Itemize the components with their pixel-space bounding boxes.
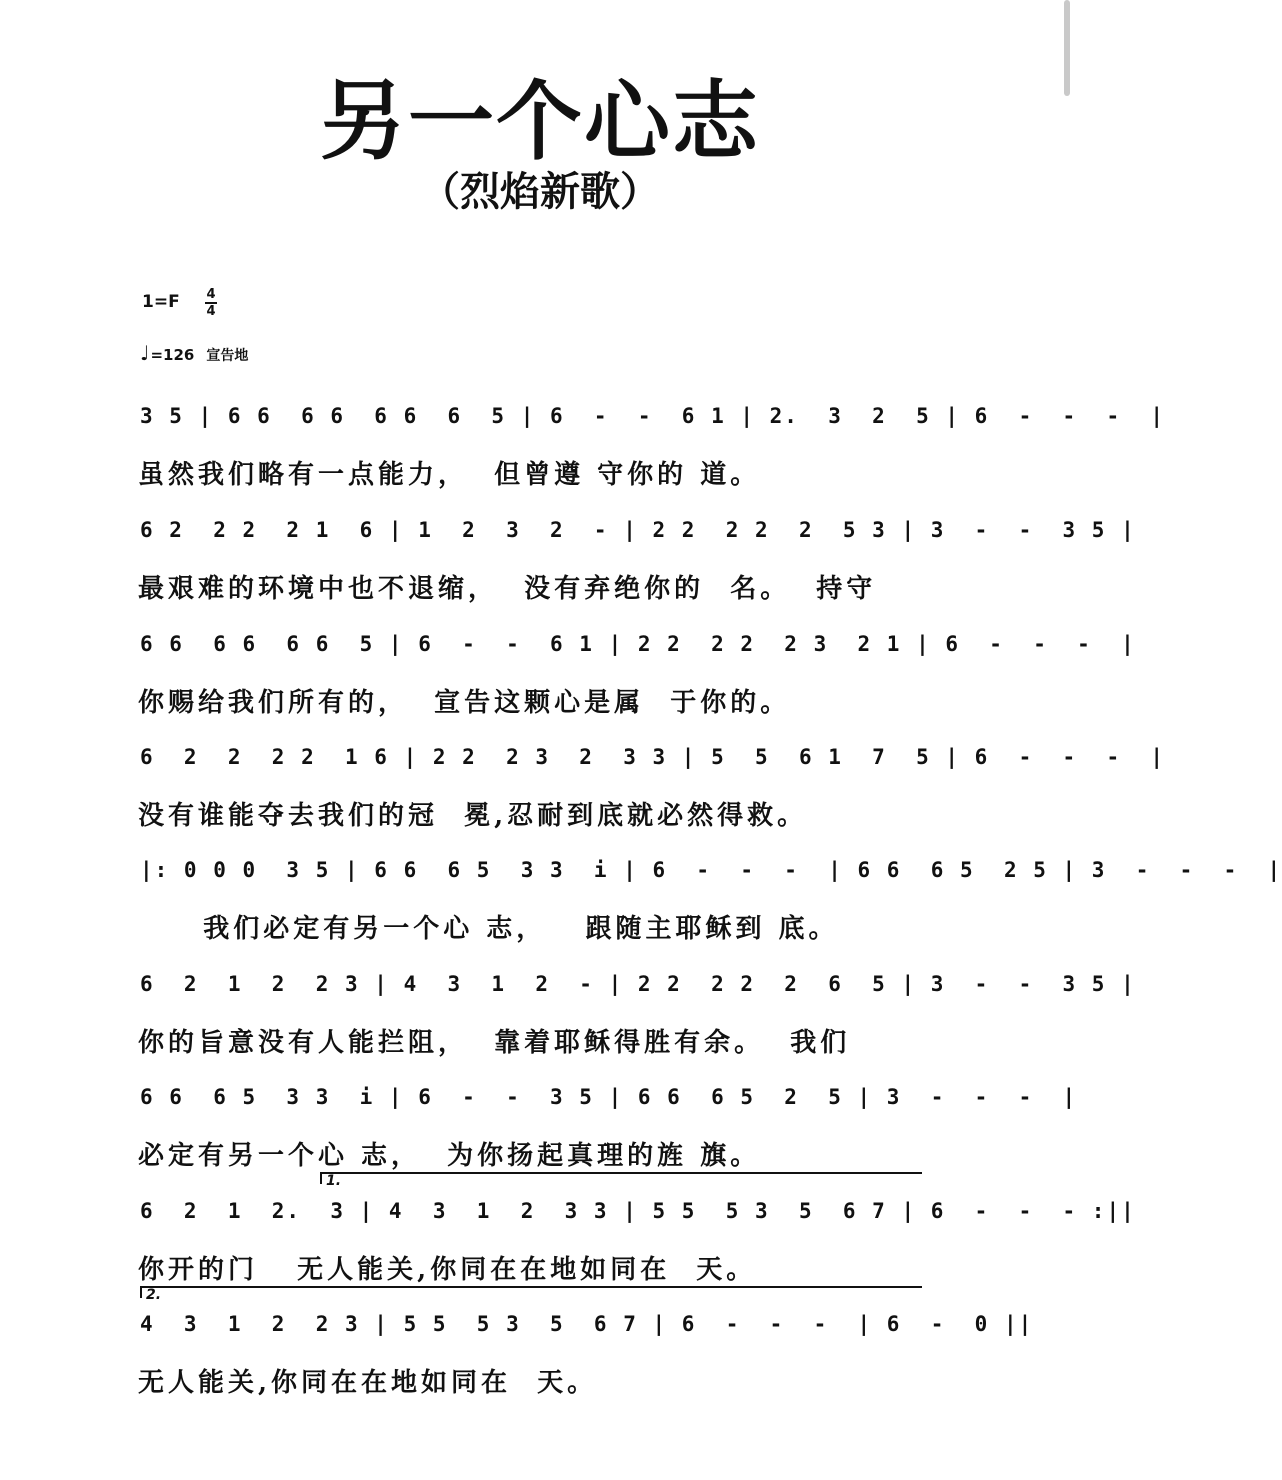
notation-line: 6 2 2 2 2 1 6 | 2 2 2 3 2 3 3 | 5 5 6 1 7 5 | 6 - - - | bbox=[140, 745, 1166, 769]
lyric-line: 最艰难的环境中也不退缩， 没有弃绝你的 名。 持守 bbox=[138, 574, 877, 604]
lyric-line: 你开的门 无人能关,你同在在地如同在 天。 bbox=[138, 1255, 757, 1285]
quarter-note-icon: ♩ bbox=[140, 341, 150, 365]
score-system-2 bbox=[0, 518, 1136, 618]
notation-line: 3 5 | 6 6 6 6 6 6 6 5 | 6 - - 6 1 | 2. 3 2 5 | 6 - - - | bbox=[140, 404, 1166, 428]
notation-line: 4 3 1 2 2 3 | 5 5 5 3 5 6 7 | 6 - - - | 6 - 0 || bbox=[140, 1312, 1034, 1336]
score-system-1 bbox=[0, 404, 1166, 504]
lyric-line: 必定有另一个心 志， 为你扬起真理的旌 旗。 bbox=[138, 1141, 761, 1171]
song-title: 另一个心志 bbox=[320, 71, 760, 172]
score-system-5 bbox=[0, 858, 1282, 958]
lyric-line: 我们必定有另一个心 志， 跟随主耶稣到 底。 bbox=[138, 914, 839, 944]
lyric-line: 你的旨意没有人能拦阻， 靠着耶稣得胜有余。 我们 bbox=[138, 1028, 851, 1058]
time-signature-top: 4 bbox=[206, 287, 216, 302]
song-subtitle: （烈焰新歌） bbox=[420, 168, 660, 215]
score-system-7 bbox=[0, 1085, 1080, 1185]
score-system-3 bbox=[0, 632, 1136, 732]
score-system-9 bbox=[0, 1312, 1080, 1412]
notation-line: 6 6 6 5 3 3 i | 6 - - 3 5 | 6 6 6 5 2 5 | 3 - - - | bbox=[140, 1085, 1078, 1109]
notation-line: 6 2 2 2 2 1 6 | 1 2 3 2 - | 2 2 2 2 2 5 3 | 3 - - 3 5 | bbox=[140, 518, 1136, 542]
score-system-8 bbox=[0, 1199, 1136, 1299]
lyric-line: 虽然我们略有一点能力， 但曾遵 守你的 道。 bbox=[138, 460, 761, 490]
key-signature: 1=F bbox=[142, 292, 180, 312]
lyric-line: 无人能关,你同在在地如同在 天。 bbox=[138, 1368, 598, 1398]
lyric-line: 你赐给我们所有的， 宣告这颗心是属 于你的。 bbox=[138, 688, 791, 718]
scrollbar[interactable] bbox=[1064, 0, 1070, 96]
tempo-value: =126 bbox=[150, 346, 195, 364]
score-system-6 bbox=[0, 972, 1136, 1072]
time-signature bbox=[205, 288, 217, 318]
tempo-marking bbox=[140, 341, 248, 365]
lyric-line: 没有谁能夺去我们的冠 冕,忍耐到底就必然得救。 bbox=[138, 801, 808, 831]
score-system-4 bbox=[0, 745, 1166, 845]
time-signature-bottom: 4 bbox=[206, 304, 216, 319]
notation-line: |: 0 0 0 3 5 | 6 6 6 5 3 3 i | 6 - - - | 6 6 6 5 2 5 | 3 - - - | bbox=[140, 858, 1282, 882]
notation-line: 6 2 1 2 2 3 | 4 3 1 2 - | 2 2 2 2 2 6 5 | 3 - - 3 5 | bbox=[140, 972, 1136, 996]
notation-line: 6 6 6 6 6 6 5 | 6 - - 6 1 | 2 2 2 2 2 3 2 1 | 6 - - - | bbox=[140, 632, 1136, 656]
first-ending-bracket: 1. bbox=[320, 1172, 922, 1184]
notation-line: 6 2 1 2. 3 | 4 3 1 2 3 3 | 5 5 5 3 5 6 7 | 6 - - - :|| bbox=[140, 1199, 1136, 1223]
expression-marking: 宣告地 bbox=[206, 348, 249, 364]
second-ending-bracket: 2. bbox=[140, 1286, 922, 1298]
